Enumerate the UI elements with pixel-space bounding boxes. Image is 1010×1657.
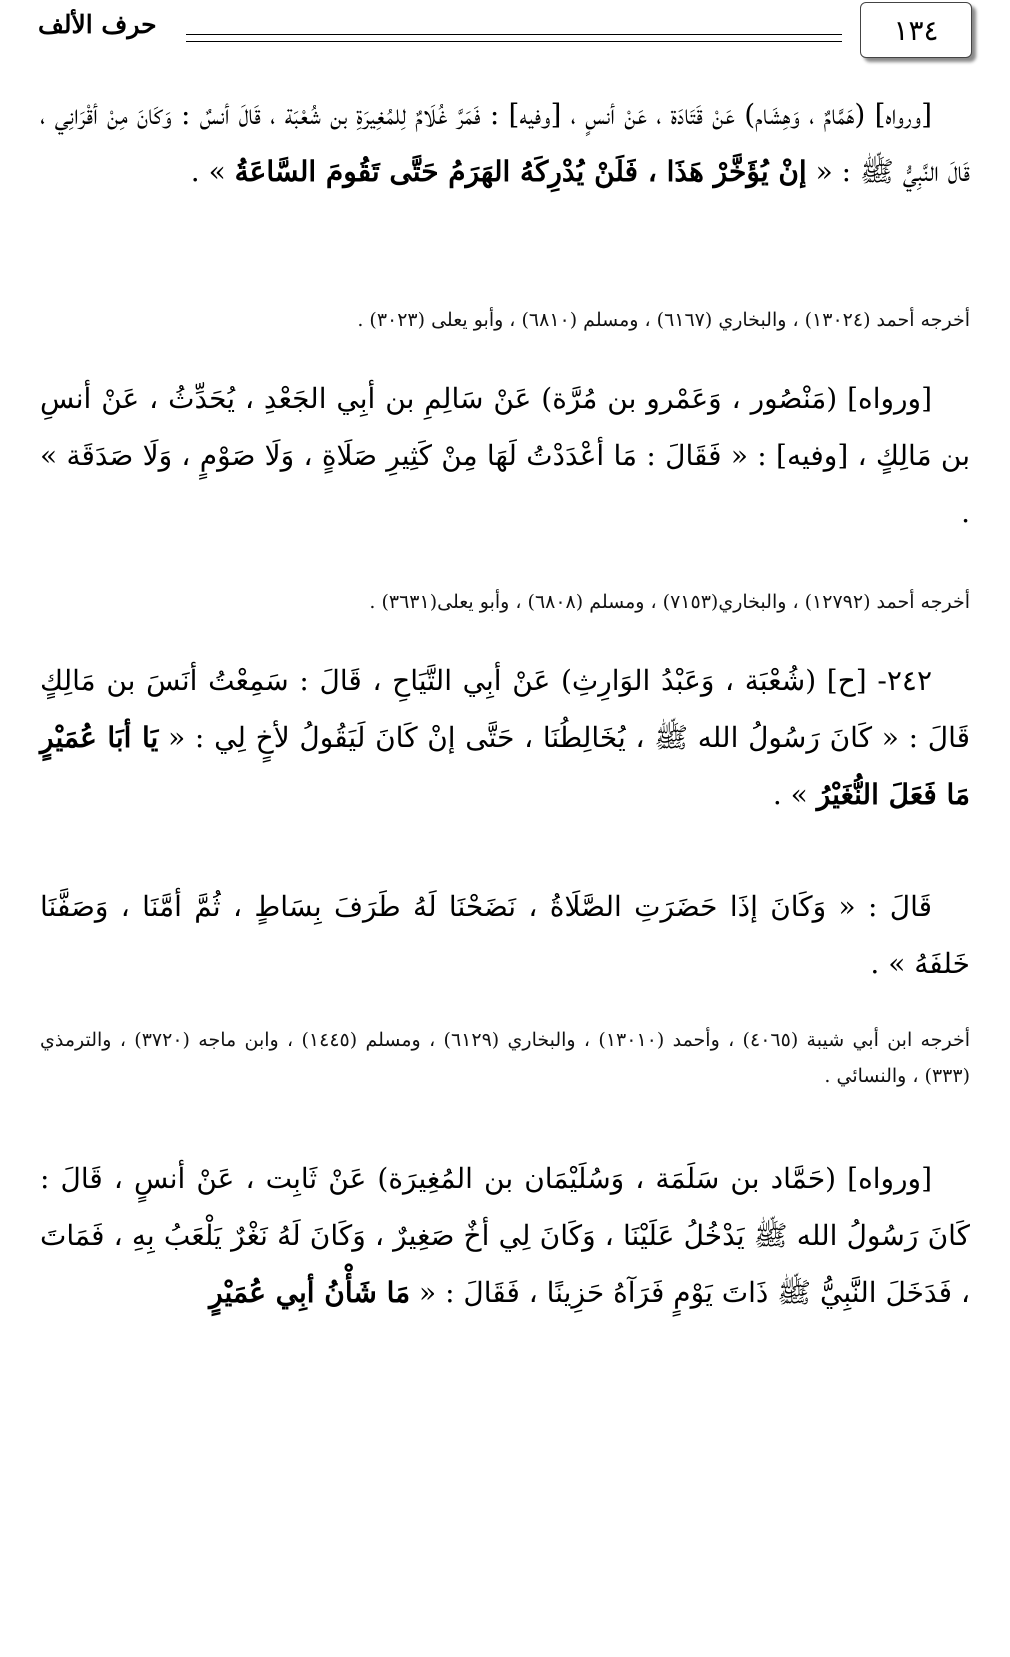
text-span: » .: [190, 155, 235, 188]
text-span: [ورواه] (مَنْصُور ، وَعَمْرو بن مُرَّة) عَنْ سَالِمِ بن أبِي الجَعْدِ ، يُحَدِّثُ ، عَنْ أنسِ بن مَالِكٍ ، [وفيه] : « فَقَالَ : مَا أعْدَدْتُ لَهَا مِنْ كَثِيرِ صَلَاةٍ ، وَلَا صَوْمٍ ، وَلَا صَدَقَة » .: [40, 382, 970, 529]
takhrij-note: أخرجه ابن أبي شيبة (٤٠٦٥) ، وأحمد (١٣٠١٠) ، والبخاري (٦١٢٩) ، ومسلم (١٤٤٥) ، وابن ماجه (٣٧٢٠) ، والترمذي (٣٣٣) ، والنسائي .: [40, 1029, 971, 1087]
page-header: [38, 0, 972, 60]
hadith-paragraph: [40, 1150, 970, 1321]
text-span: » .: [772, 778, 817, 811]
text-span: ٢٤٢- [ح] (شُعْبَة ، وَعَبْدُ الوَارِثِ) عَنْ أبِي التَّيَاحِ ، قَالَ : سَمِعْتُ أنَسَ بن مَالِكٍ قَالَ : « كَانَ رَسُولُ الله ﷺ ، يُخَالِطُنَا ، حَتَّى إنْ كَانَ لَيَقُولُ لأخٍ لِي : «: [40, 664, 971, 754]
text-span: قَالَ : « وَكَانَ إذَا حَضَرَتِ الصَّلَاةُ ، نَضَحْنَا لَهُ طَرَفَ بِسَاطٍ ، ثُمَّ أمَّنَا ، وَصَفَّنَا خَلفَهُ » .: [40, 890, 970, 980]
page-number: ١٣٤: [860, 2, 972, 58]
takhrij-note: أخرجه أحمد (١٢٧٩٢) ، والبخاري(٧١٥٣) ، ومسلم (٦٨٠٨) ، وأبو يعلى(٣٦٣١) .: [369, 591, 970, 613]
hadith-paragraph: [40, 652, 970, 823]
hadith-paragraph: [40, 370, 970, 541]
text-span: [ورواه] (حَمَّاد بن سَلَمَة ، وَسُلَيْمَان بن المُغِيرَة) عَنْ ثَابِت ، عَنْ أنسٍ ، قَالَ : كَانَ رَسُولُ الله ﷺ يَدْخُلُ عَلَيْنَا ، وَكَانَ لِي أخٌ صَغِيرٌ ، وَكَانَ لَهُ نَغْرٌ يَلْعَبُ بِهِ ، فَمَاتَ ، فَدَخَلَ النَّبِيُّ ﷺ ذَاتَ يَوْمٍ فَرَآهُ حَزِينًا ، فَقَالَ : «: [40, 1162, 970, 1309]
text-span: [ورواه] (هَمَّامٌ ، وَهِشَام) عَنْ قَتَادَة ، عَنْ أنسٍ ، [وفيه] : فَمَرَّ غُلَامٌ لِلمُغِيرَةِ بن شُعْبَة ، قَالَ أنسٌ : وَكَانَ مِنْ أقْرَانِي ، قَالَ النَّبِيُّ ﷺ : «: [40, 98, 970, 188]
prophetic-quote: مَا شَأْنُ أبِي عُمَيْرٍ: [209, 1276, 411, 1309]
prophetic-quote: يَا أبَا عُمَيْرٍ مَا فَعَلَ النُّغَيْرُ: [40, 721, 970, 811]
takhrij-note: أخرجه أحمد (١٣٠٢٤) ، والبخاري (٦١٦٧) ، ومسلم (٦٨١٠) ، وأبو يعلى (٣٠٢٣) .: [357, 309, 970, 331]
hadith-paragraph: [40, 86, 970, 200]
prophetic-quote: إنْ يُؤَخَّرْ هَذَا ، فَلَنْ يُدْرِكَهُ الهَرَمُ حَتَّى تَقُومَ السَّاعَةُ: [234, 155, 807, 188]
hadith-paragraph: [40, 878, 970, 992]
header-rule: [186, 34, 842, 42]
running-head: حرف الألف: [38, 10, 157, 39]
